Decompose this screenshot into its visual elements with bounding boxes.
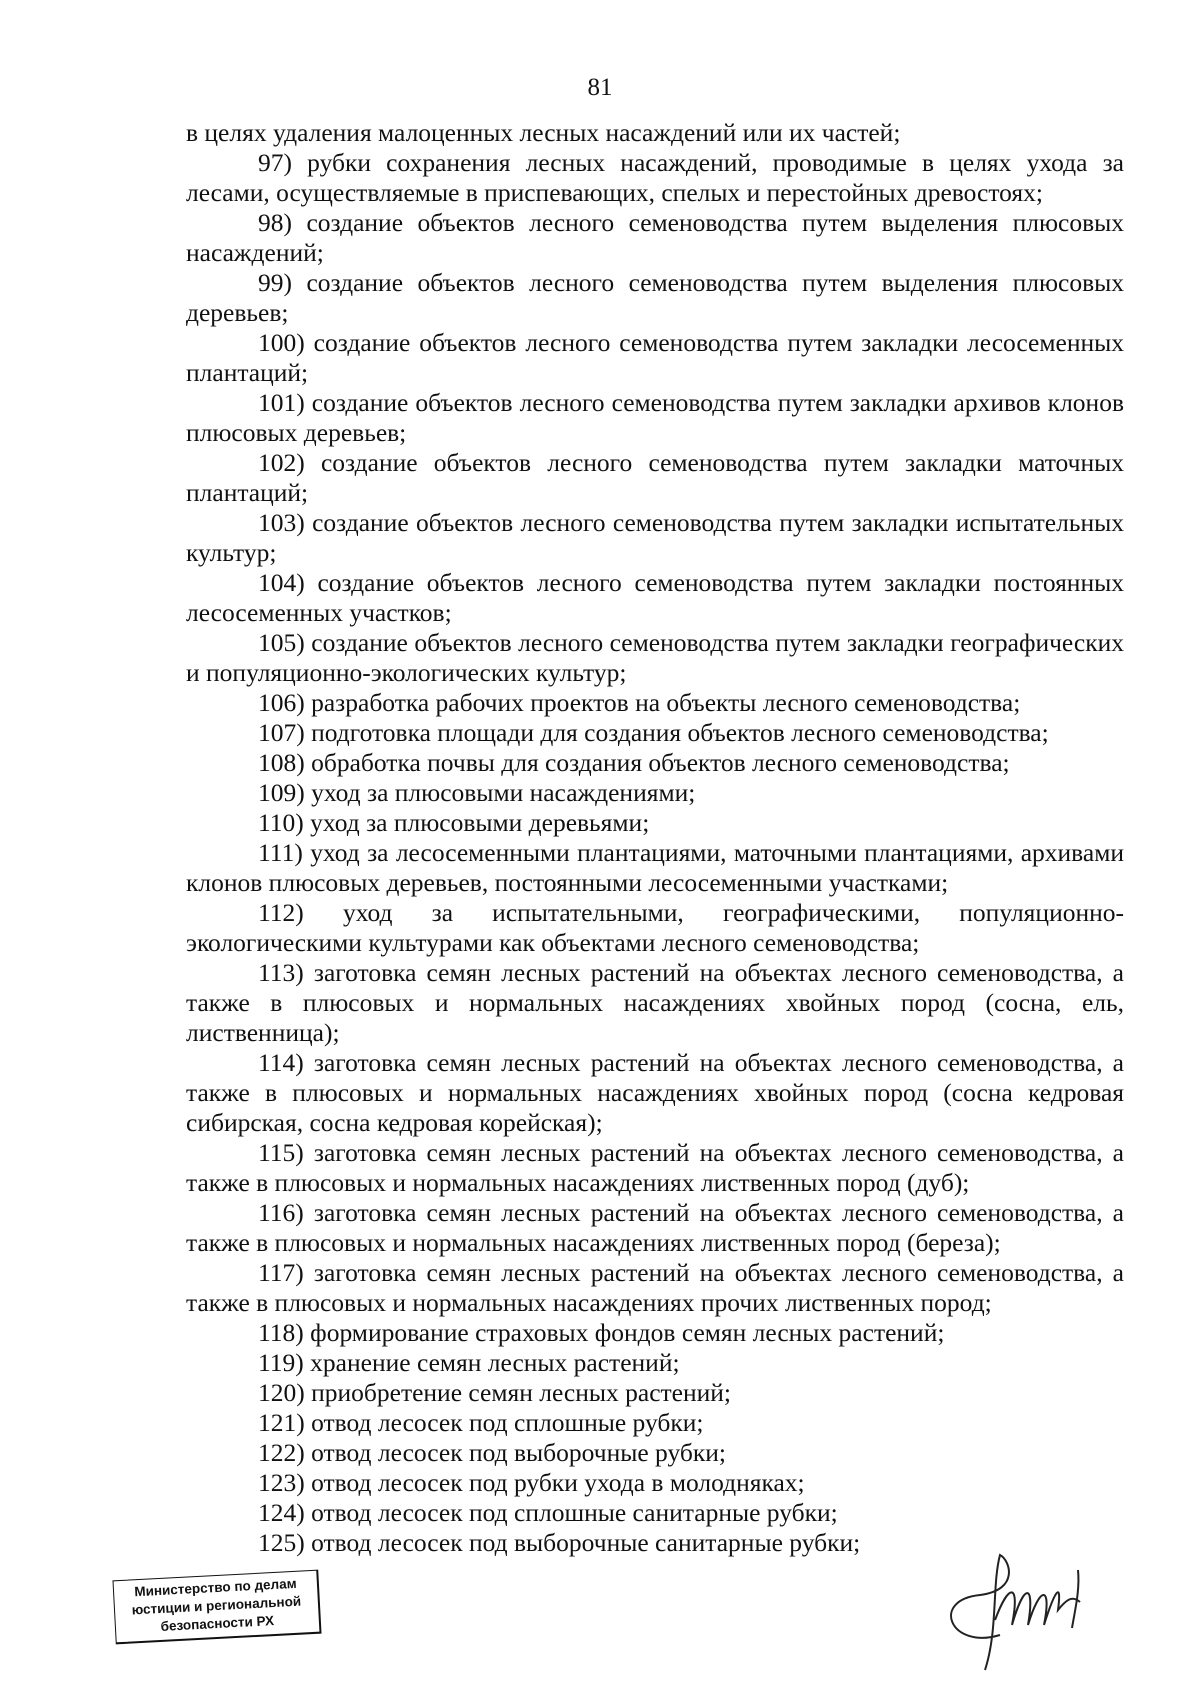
- list-item: 124) отвод лесосек под сплошные санитарные рубки;: [258, 1498, 838, 1527]
- list-item: 106) разработка рабочих проектов на объекты лесного семеноводства;: [258, 688, 1021, 717]
- list-item: 99) создание объектов лесного семеноводства путем выделения плюсовых деревьев;: [186, 268, 1124, 327]
- list-item: 123) отвод лесосек под рубки ухода в молодняках;: [258, 1468, 805, 1497]
- page-number: 81: [587, 74, 613, 101]
- list-item: 104) создание объектов лесного семеноводства путем закладки постоянных лесосеменных участков;: [186, 568, 1124, 627]
- stamp-line-3: безопасности РХ: [160, 1613, 275, 1634]
- list-item: 97) рубки сохранения лесных насаждений, проводимые в целях ухода за лесами, осуществляемые в приспевающих, спелых и перестойных древостоях;: [186, 148, 1124, 207]
- list-item: 101) создание объектов лесного семеноводства путем закладки архивов клонов плюсовых деревьев;: [186, 388, 1124, 447]
- list-item: 111) уход за лесосеменными плантациями, маточными плантациями, архивами клонов плюсовых деревьев, постоянными лесосеменными участками;: [186, 838, 1124, 897]
- list-item: 120) приобретение семян лесных растений;: [258, 1378, 732, 1407]
- list-item: 107) подготовка площади для создания объектов лесного семеноводства;: [258, 718, 1049, 747]
- list-item: 118) формирование страховых фондов семян лесных растений;: [258, 1318, 945, 1347]
- stamp-line-2: юстиции и региональной: [131, 1593, 302, 1618]
- list-item: 109) уход за плюсовыми насаждениями;: [258, 778, 696, 807]
- signature-icon: [940, 1540, 1120, 1680]
- document-body: [186, 118, 1124, 1558]
- list-item: 119) хранение семян лесных растений;: [258, 1348, 680, 1377]
- list-item: 103) создание объектов лесного семеноводства путем закладки испытательных культур;: [186, 508, 1124, 567]
- stamp-line-1: Министерство по делам: [133, 1575, 297, 1600]
- list-item: 125) отвод лесосек под выборочные санитарные рубки;: [258, 1528, 861, 1557]
- list-item: 122) отвод лесосек под выборочные рубки;: [258, 1438, 726, 1467]
- list-item: 113) заготовка семян лесных растений на объектах лесного семеноводства, а также в плюсовых и нормальных насаждениях хвойных пород (сосна, ель, лиственница);: [186, 958, 1124, 1047]
- list-item: 108) обработка почвы для создания объектов лесного семеноводства;: [258, 748, 1010, 777]
- list-item: 121) отвод лесосек под сплошные рубки;: [258, 1408, 704, 1437]
- list-item: 115) заготовка семян лесных растений на объектах лесного семеноводства, а также в плюсовых и нормальных насаждениях лиственных пород (дуб);: [186, 1138, 1124, 1197]
- list-item: 98) создание объектов лесного семеноводства путем выделения плюсовых насаждений;: [186, 208, 1124, 267]
- list-item: в целях удаления малоценных лесных насаждений или их частей;: [186, 118, 901, 147]
- list-item: 100) создание объектов лесного семеноводства путем закладки лесосеменных плантаций;: [186, 328, 1124, 387]
- list-item: 110) уход за плюсовыми деревьями;: [258, 808, 650, 837]
- list-item: 112) уход за испытательными, географическими, популяционно-экологическими культурами как объектами лесного семеноводства;: [186, 898, 1124, 957]
- list-item: 116) заготовка семян лесных растений на объектах лесного семеноводства, а также в плюсовых и нормальных насаждениях лиственных пород (береза);: [186, 1198, 1124, 1257]
- list-item: 117) заготовка семян лесных растений на объектах лесного семеноводства, а также в плюсовых и нормальных насаждениях прочих лиственных пород;: [186, 1258, 1124, 1317]
- list-item: 105) создание объектов лесного семеноводства путем закладки географических и популяционно-экологических культур;: [186, 628, 1124, 687]
- list-item: 102) создание объектов лесного семеноводства путем закладки маточных плантаций;: [186, 448, 1124, 507]
- ministry-stamp: [112, 1570, 321, 1645]
- list-item: 114) заготовка семян лесных растений на объектах лесного семеноводства, а также в плюсовых и нормальных насаждениях хвойных пород (сосна кедровая сибирская, сосна кедровая корейская);: [186, 1048, 1124, 1137]
